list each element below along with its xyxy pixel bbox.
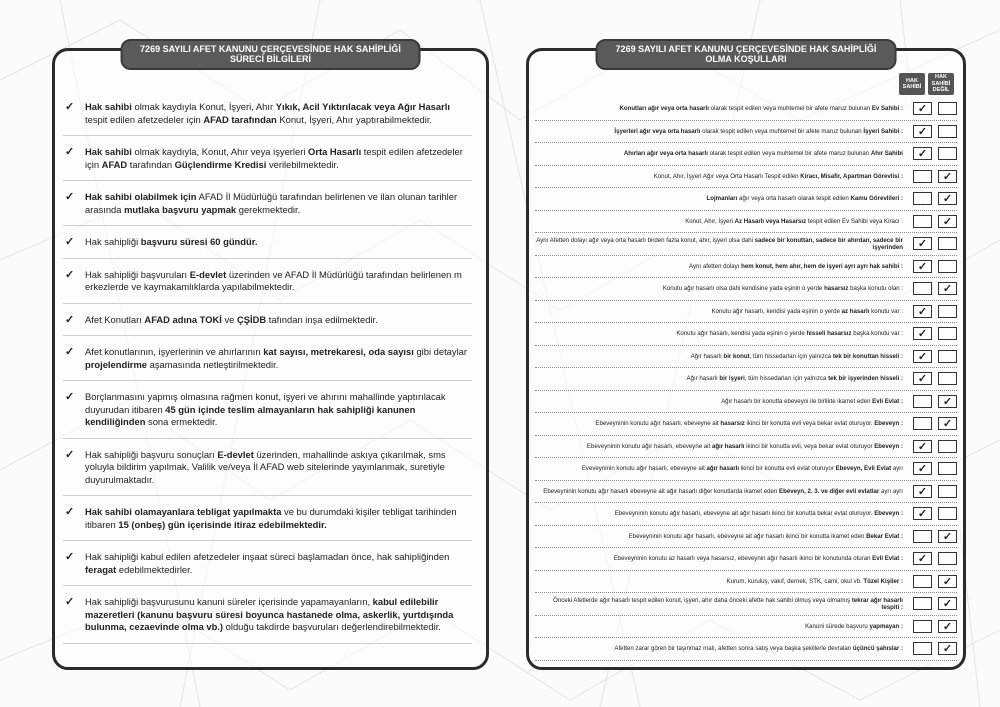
left-panel-title xyxy=(120,39,421,70)
hak-sahibi-degil-checkbox[interactable]: ✓ xyxy=(938,620,957,633)
left-panel xyxy=(52,44,489,670)
hak-sahibi-degil-checkbox[interactable] xyxy=(938,305,957,318)
hak-sahibi-degil-checkbox[interactable] xyxy=(938,462,957,475)
info-item-text: Hak sahipliği başvurusunu kanuni süreler içerisinde yapamayanların, kabul edilebilir mazeretleri (kanunu başvuru süresi boyunca hastanede olma, askerlik, yurtdışında bulunma, cezaevinde olma vb.) olduğu takdirde başvuruları değerlendirebilmektedir. xyxy=(85,596,454,632)
table-row xyxy=(535,593,957,616)
condition-text: Ağır hasarlı bir konut, tüm hissedarları için yalnızca tek bir konuttan hisseli : xyxy=(690,352,903,360)
hak-sahibi-checkbox[interactable] xyxy=(913,192,932,205)
info-item xyxy=(63,101,472,136)
hak-sahibi-degil-checkbox[interactable] xyxy=(938,552,957,565)
right-panel xyxy=(526,44,966,670)
check-icon: ✓ xyxy=(65,313,75,326)
condition-text: Kurum, kuruluş, vakıf, dernek, STK, cami, okul vb. Tüzel Kişiler : xyxy=(726,577,903,585)
process-info-list xyxy=(63,101,472,654)
check-icon: ✓ xyxy=(65,101,75,113)
hak-sahibi-degil-checkbox[interactable] xyxy=(938,327,957,340)
hak-sahibi-degil-checkbox[interactable]: ✓ xyxy=(938,282,957,295)
right-title-line1: 7269 SAYILI AFET KANUNU ÇERÇEVESİNDE HAK SAHİPLİĞİ xyxy=(615,44,877,54)
hak-sahibi-degil-checkbox[interactable] xyxy=(938,237,957,250)
conditions-table xyxy=(535,98,957,661)
hak-sahibi-degil-checkbox[interactable]: ✓ xyxy=(938,642,957,655)
table-row xyxy=(535,256,957,279)
col-hak-line2: SAHİBİ xyxy=(902,84,922,90)
condition-text: Ebeveyninin konutu ağır hasarlı, ebeveyne ait ağır hasarlı ikinci bir konutta bekar evlat oturuyor. Ebeveyn : xyxy=(614,510,903,518)
hak-sahibi-degil-checkbox[interactable]: ✓ xyxy=(938,170,957,183)
hak-sahibi-checkbox[interactable]: ✓ xyxy=(913,260,932,273)
info-item-text: Hak sahibi olamayanlara tebligat yapılmakta ve bu durumdaki kişiler tebligat tarihinden itibaren 15 (onbeş) gün içerisinde itiraz edebilmektedir. xyxy=(85,506,457,530)
info-item xyxy=(63,506,472,541)
condition-text: Kanuni sürede başvuru yapmayan : xyxy=(805,622,903,630)
condition-text: Aynı afetten dolayı hem konut, hem ahır, hem de işyeri ayrı ayrı hak sahibi : xyxy=(689,262,903,270)
hak-sahibi-checkbox[interactable]: ✓ xyxy=(913,462,932,475)
column-header-hak-sahibi-degil xyxy=(928,73,954,95)
hak-sahibi-checkbox[interactable] xyxy=(913,215,932,228)
table-row xyxy=(535,121,957,144)
hak-sahibi-checkbox[interactable]: ✓ xyxy=(913,305,932,318)
table-row xyxy=(535,413,957,436)
table-row xyxy=(535,323,957,346)
hak-sahibi-checkbox[interactable]: ✓ xyxy=(913,327,932,340)
condition-text: Konut, Ahır, İşyeri Az Hasarlı veya Hasarsız tespit edilen Ev Sahibi veya Kiracı : xyxy=(685,217,903,225)
hak-sahibi-checkbox[interactable] xyxy=(913,170,932,183)
condition-text: Ağır hasarlı bir konutta ebeveyni ile birlikte ikamet eden Evli Evlat : xyxy=(721,397,903,405)
hak-sahibi-degil-checkbox[interactable] xyxy=(938,102,957,115)
condition-text: Konutu ağır hasarlı, kendisi yada eşinin o yerde hisseli hasarsız başka konutu var : xyxy=(676,330,903,338)
table-row xyxy=(535,301,957,324)
left-title-line2: SÜRECİ BİLGİLERİ xyxy=(229,54,312,64)
table-row xyxy=(535,346,957,369)
condition-text: Konutları ağır veya orta hasarlı olarak tespit edilen veya muhtemel bir afete maruz bulunan Ev Sahibi : xyxy=(619,105,903,113)
condition-text: Ebeveyninin konutu az hasarlı veya hasarsız, ebeveynin ağır hasarlı ikinci bir konutunda oturan Evli Evlat : xyxy=(613,555,903,563)
info-item-text: Hak sahipliği başvuruları E-devlet üzerinden ve AFAD İl Müdürlüğü tarafından belirlenen m erkezlerde ve kaymakamlıklarda yapılabilmektedir. xyxy=(85,268,462,292)
condition-text: Konutu ağır hasarlı olsa dahi kendisine yada eşinin o yerde hasarsız başka konutu olan : xyxy=(662,285,903,293)
table-row xyxy=(535,481,957,504)
table-row xyxy=(535,458,957,481)
info-item xyxy=(63,551,472,586)
table-row xyxy=(535,503,957,526)
info-item-text: Hak sahipliği başvuru süresi 60 gündür. xyxy=(85,236,258,247)
table-row xyxy=(535,211,957,234)
table-row xyxy=(535,616,957,639)
condition-text: Ağır hasarlı bir işyeri, tüm hissedarları için yalnızca tek bir işyerinden hisseli : xyxy=(686,375,903,383)
check-icon: ✓ xyxy=(65,551,75,563)
hak-sahibi-checkbox[interactable]: ✓ xyxy=(913,102,932,115)
info-item-text: Afet konutlarının, işyerlerinin ve ahırlarının kat sayısı, metrekaresi, oda sayısı gibi detaylar projelendirme aşamasında netleştirilmektedir. xyxy=(85,346,467,370)
info-item-text: Hak sahibi olabilmek için AFAD İl Müdürlüğü tarafından belirlenen ve ilan olunan tarihler arasında mutlaka başvuru yapmak gerekmektedir. xyxy=(85,191,458,215)
hak-sahibi-degil-checkbox[interactable] xyxy=(938,372,957,385)
check-icon: ✓ xyxy=(65,346,75,358)
left-title-line1: 7269 SAYILI AFET KANUNU ÇERÇEVESİNDE HAK SAHİPLİĞİ xyxy=(140,44,401,54)
table-row xyxy=(535,188,957,211)
hak-sahibi-degil-checkbox[interactable] xyxy=(938,485,957,498)
check-icon: ✓ xyxy=(65,236,75,248)
hak-sahibi-checkbox[interactable] xyxy=(913,530,932,543)
hak-sahibi-checkbox[interactable]: ✓ xyxy=(913,485,932,498)
info-item-text: Hak sahipliği kabul edilen afetzedeler inşaat süreci başlamadan önce, hak sahipliğinden feragat edebilmektedirler. xyxy=(85,551,450,575)
hak-sahibi-degil-checkbox[interactable]: ✓ xyxy=(938,215,957,228)
hak-sahibi-degil-checkbox[interactable]: ✓ xyxy=(938,597,957,610)
info-item-text: Hak sahibi olmak kaydıyla, Konut, Ahır veya işyerleri Orta Hasarlı tespit edilen afetzedeler için AFAD tarafından Güçlendirme Kredisi verilebilmektedir. xyxy=(85,146,463,170)
info-item xyxy=(63,269,472,304)
info-item-text: Hak sahibi olmak kaydıyla Konut, İşyeri, Ahır Yıkık, Acil Yıktırılacak veya Ağır Hasarlı tespit edilen afetzedeler için AFAD tarafından Konut, İşyeri, Ahır yaptırabilmektedir. xyxy=(85,101,450,125)
table-row xyxy=(535,368,957,391)
hak-sahibi-checkbox[interactable] xyxy=(913,282,932,295)
col-hak-line1: HAK xyxy=(906,77,918,84)
check-icon: ✓ xyxy=(65,506,75,518)
check-icon: ✓ xyxy=(65,596,75,608)
col-degil-line1: HAK xyxy=(935,74,947,81)
column-header-hak-sahibi xyxy=(899,73,925,95)
hak-sahibi-degil-checkbox[interactable]: ✓ xyxy=(938,417,957,430)
condition-text: Ebeveyninin konutu ağır hasarlı, ebeveyne ait ağır hasarlı ikinci bir konutta ikamet eden Bekar Evlat : xyxy=(628,532,903,540)
hak-sahibi-checkbox[interactable] xyxy=(913,395,932,408)
info-item xyxy=(63,146,472,181)
condition-text: Ahırları ağır veya orta hasarlı olarak tespit edilen veya muhtemel bir afete maruz bulunan Ahır Sahibi xyxy=(623,150,903,158)
check-icon: ✓ xyxy=(65,448,75,461)
info-item xyxy=(63,236,472,259)
hak-sahibi-degil-checkbox[interactable] xyxy=(938,350,957,363)
info-item xyxy=(63,314,472,337)
info-item-text: Afet Konutları AFAD adına TOKİ ve ÇŞİDB tafından inşa edilmektedir. xyxy=(85,313,378,325)
check-icon: ✓ xyxy=(65,146,75,158)
condition-text: Konut, Ahır, İşyeri Ağır veya Orta Hasarlı Tespit edilen Kiracı, Misafir, Apartman Görevlisi : xyxy=(653,172,903,180)
condition-text: Aynı Afetten dolayı ağır veya orta hasarlı birden fazla konut, ahır, işyeri olsa dahi sadece bir konuttan, sadece bir ahırdan, sadece bir işyerinden xyxy=(536,236,903,251)
hak-sahibi-checkbox[interactable]: ✓ xyxy=(913,372,932,385)
table-row xyxy=(535,166,957,189)
table-row xyxy=(535,278,957,301)
table-row xyxy=(535,436,957,459)
table-row xyxy=(535,143,957,166)
info-item xyxy=(63,596,472,644)
hak-sahibi-degil-checkbox[interactable] xyxy=(938,440,957,453)
hak-sahibi-degil-checkbox[interactable] xyxy=(938,125,957,138)
table-row xyxy=(535,548,957,571)
hak-sahibi-checkbox[interactable] xyxy=(913,597,932,610)
table-row xyxy=(535,638,957,661)
condition-text: İşyerleri ağır veya orta hasarlı olarak tespit edilen veya muhtemel bir afete maruz bulunan İşyeri Sahibi : xyxy=(614,127,903,135)
table-row xyxy=(535,571,957,594)
hak-sahibi-degil-checkbox[interactable]: ✓ xyxy=(938,575,957,588)
hak-sahibi-checkbox[interactable] xyxy=(913,642,932,655)
condition-text: Afetten zarar gören bir taşınmaz malı, afetten sonra satış veya başka şekillerle devralan üçüncü şahıslar : xyxy=(614,645,903,653)
info-item xyxy=(63,191,472,226)
hak-sahibi-degil-checkbox[interactable]: ✓ xyxy=(938,192,957,205)
table-row xyxy=(535,526,957,549)
condition-text: Konutu ağır hasarlı, kendisi yada eşinin o yerde az hasarlı konutu var : xyxy=(711,307,903,315)
condition-text: Lojmanları ağır veya orta hasarlı olarak tespit edilen Kamu Görevlileri : xyxy=(706,195,903,203)
condition-text: Önceki Afetlerde ağır hasarlı tespit edilen konut, işyeri, ahır daha önceki afette hak sahibi olmuş veya olmamış tekrar ağır hasarlı tespiti : xyxy=(553,596,903,611)
info-item xyxy=(63,449,472,497)
hak-sahibi-checkbox[interactable]: ✓ xyxy=(913,440,932,453)
condition-text: Ebeveyninin konutu ağır hasarlı, ebeveyne ait hasarsız ikinci bir konutta evli veya bekar evlat oturuyor. Ebeveyn : xyxy=(595,420,903,428)
hak-sahibi-checkbox[interactable]: ✓ xyxy=(913,125,932,138)
hak-sahibi-degil-checkbox[interactable] xyxy=(938,507,957,520)
col-degil-line3: DEĞİL xyxy=(932,87,950,94)
hak-sahibi-checkbox[interactable] xyxy=(913,620,932,633)
table-row xyxy=(535,233,957,256)
info-item xyxy=(63,391,472,439)
col-degil-line2: SAHİBİ xyxy=(931,80,951,87)
hak-sahibi-checkbox[interactable]: ✓ xyxy=(913,237,932,250)
hak-sahibi-degil-checkbox[interactable] xyxy=(938,260,957,273)
hak-sahibi-checkbox[interactable]: ✓ xyxy=(913,147,932,160)
condition-text: Ebeveyninin konutu ağır hasarlı, ebeveyne ait ağır hasarlı ikinci bir konutta evli, veya bekar evlat oturuyor Ebeveyn : xyxy=(586,442,903,450)
hak-sahibi-degil-checkbox[interactable]: ✓ xyxy=(938,395,957,408)
hak-sahibi-checkbox[interactable] xyxy=(913,417,932,430)
hak-sahibi-degil-checkbox[interactable] xyxy=(938,147,957,160)
hak-sahibi-checkbox[interactable]: ✓ xyxy=(913,507,932,520)
condition-text: Eveveyninin konutu ağır hasarlı, ebeveyne ait ağır hasarlı ikinci bir konutta evli evlat oturuyor Ebeveyn, Evli Evlat ayrı xyxy=(581,465,903,473)
right-panel-title xyxy=(596,39,897,70)
info-item-text: Hak sahipliği başvuru sonuçları E-devlet üzerinden, mahallinde askıya çıkarılmak, sms yoluyla bildirim yapılmak, Valilik ve/veya İl AFAD web sitelerinde yayınlanmak, suretiyle duyurulmaktadır. xyxy=(85,448,446,485)
table-row xyxy=(535,391,957,414)
info-item xyxy=(63,346,472,381)
check-icon: ✓ xyxy=(65,191,75,203)
condition-text: Ebeveyninin konutu ağır hasarlı ebeveyne ait ağır hasarlı diğer konutlarda ikamet eden Ebeveyn, 2. 3. ve diğer evli evlatlar ayrı ayrı xyxy=(543,487,903,495)
hak-sahibi-checkbox[interactable]: ✓ xyxy=(913,350,932,363)
info-item-text: Borçlanmasını yapmış olmasına rağmen konut, işyeri ve ahırını mahallinde yaptırılacak duyurudan itibaren 45 gün içinde teslim almayanların hak sahipliği kanunen kendiliğinden sona ermektedir. xyxy=(85,391,446,427)
hak-sahibi-checkbox[interactable]: ✓ xyxy=(913,552,932,565)
check-icon: ✓ xyxy=(65,391,75,403)
hak-sahibi-degil-checkbox[interactable]: ✓ xyxy=(938,530,957,543)
table-row xyxy=(535,98,957,121)
right-title-line2: OLMA KOŞULLARI xyxy=(705,54,787,64)
hak-sahibi-checkbox[interactable] xyxy=(913,575,932,588)
check-icon: ✓ xyxy=(65,268,75,281)
